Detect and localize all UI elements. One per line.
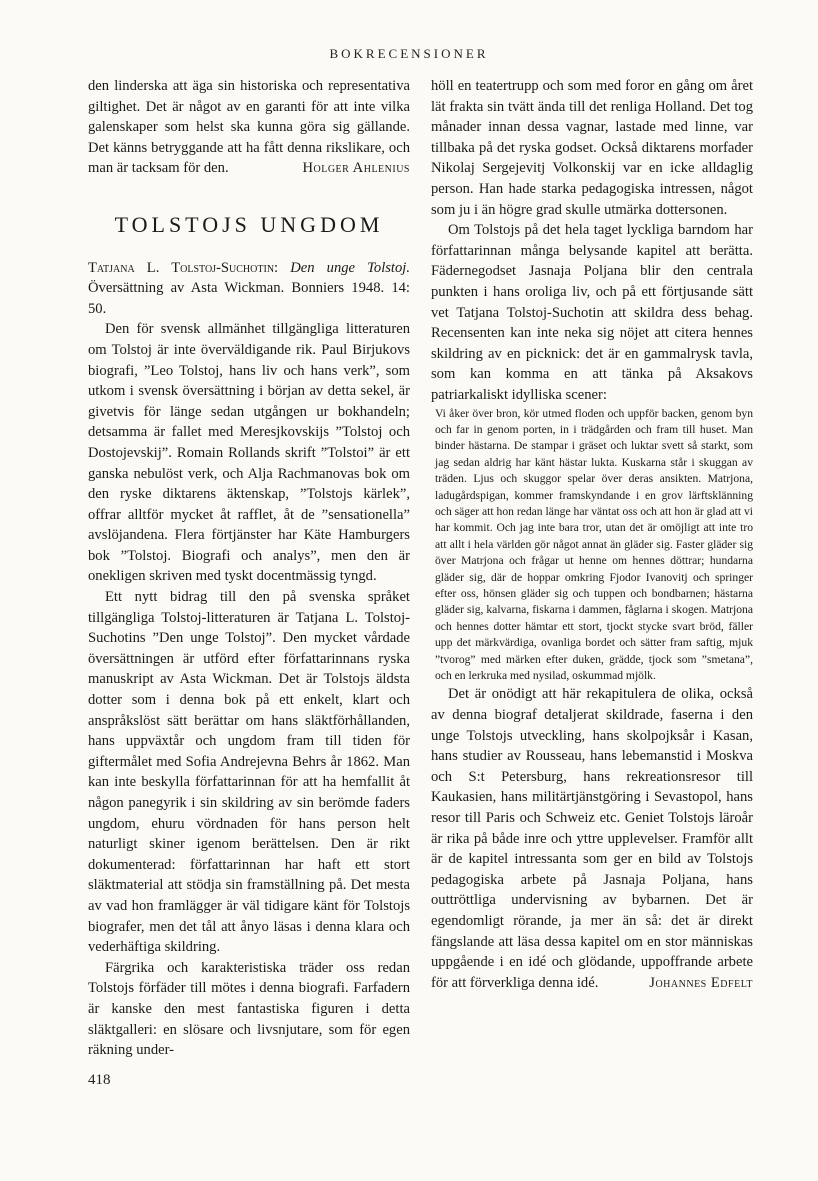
paragraph: Ett nytt bidrag till den på svenska språket tillgängliga Tolstoj-litteraturen är Tatjana L. Tolstoj-Suchotins ”Den unge Tolstoj”. Den mycket vårdade översättningen är utförd efter författarinnans ryska manuskript av Asta Wickman. Det är Tolstojs äldsta dotter som i denna bok på ett enkelt, klart och anspråkslöst sätt berättar om hans släktförhållanden, hans uppväxtår och ungdom fram till tiden för giftermålet med Sofia Andrejevna Behrs år 1862. Man kan inte beskylla författarinnan för att ha hemfallit åt någon panegyrik i sin skildring av sin berömde faders ungdom, ehuru vördnaden för hans person helt naturligt skiner igenom berättelsen. Den är rikt dokumenterad: författarinnan har haft ett stort släktmaterial att stödja sin framställning på. Det mesta av vad hon framlägger är väl tidigare känt för Tolstojs biografer, men det tål att ånyo läsas i denna klara och vederhäftiga skildring. (88, 589, 410, 956)
paragraph: Den för svensk allmänhet tillgängliga litteraturen om Tolstoj är inte överväldigande rik. Paul Birjukovs biografi, ”Leo Tolstoj, hans liv och hans verk”, som utkom i svensk översättning i början av detta sekel, är givetvis för länge sedan utgången ur bokhandeln; detsamma är fallet med Meresjkovskijs ”Tolstoj och Dostojevskij”. Romain Rollands skrift ”Tolstoi” är ett ganska nebulöst verk, och Alja Rachmanovas bok om den ryske diktarens äktenskap, ”Tolstojs kärlek”, offrar alltför mycket åt rafflet, åt de ”sensationella” avslöjandena. Flera förtjänster har Käte Hamburgers bok ”Tolstoj. Biografi och analys”, men den är onekligen skriven med tyskt docentmässig tyngd. (88, 321, 410, 585)
review-heading: TOLSTOJS UNGDOM (114, 211, 384, 237)
paragraph (431, 684, 753, 993)
book-details: Översättning av Asta Wickman. Bonniers 1948. 14: 50. (88, 280, 410, 317)
running-header: BOKRECENSIONER (329, 46, 489, 61)
previous-review-text: den linderska att äga sin historiska och representativa giltighet. Det är något av en garanti för att inte vilka galenskaper som helst ska kunna göra sig gällande. Det känns betryggande att ha fått denna rikslikare, och man är tacksam för den. (88, 78, 410, 177)
paragraph: Om Tolstojs på det hela taget lyckliga barndom har författarinnan många belysande kapitel att berätta. Fädernegodset Jasnaja Poljana blir den centrala punkten i hans oroliga liv, och på ett förtjusande sätt vet Tatjana Tolstoj-Suchotin att skildra dess behag. Recensenten kan inte neka sig nöjet att citera hennes skildring av en picknick: det är en gammalrysk tavla, som kan komma en att tänka på Aksakovs patriarkaliskt idylliska scener: (431, 222, 753, 403)
right-column (431, 76, 753, 993)
page-number: 418 (88, 1072, 111, 1088)
previous-review-ending (88, 76, 410, 179)
previous-review-signature: Holger Ahlenius (302, 160, 410, 177)
paragraph-text: Det är onödigt att här rekapitulera de olika, också av denna biograf detaljerat skildrade, faserna i den unge Tolstojs utveckling, hans skolpojksår i Kasan, hans studier av Rousseau, hans lebemanstid i Moskva och S:t Petersburg, hans rekreationsresor till Kaukasien, hans militärtjänstgöring i Sevastopol, hans resor till Paris och Schweiz etc. Geniet Tolstojs läroår är rika på både inre och yttre upplevelser. Framför allt är de kapitel intressanta som ger en bild av Tolstojs pedagogiska arbete på Jasnaja Poljana, hans outtröttliga undervisning av bybarnen. Det är egendomligt rörande, ja mer än så: det är direkt fängslande att läsa dessa kapitel om en stor människas uppgående i en idé och glödande, uppoffrande arbete för att förverkliga denna idé. (431, 686, 753, 991)
bibliographic-entry (88, 258, 410, 320)
paragraph: höll en teatertrupp och som med foror en gång om året lät frakta sin tvätt ända till det renliga Holland. Det tog månader innan dessa vagnar, lastade med linne, var tillbaka på det ryska godset. Också diktarens morfader Nikolaj Sergejevitj Volkonskij var en icke alldaglig person. Han hade starka pedagogiska intressen, något som ju i än högre grad skulle utmärka dottersonen. (431, 78, 753, 218)
book-title: Den unge Tolstoj. (290, 259, 410, 276)
block-quote: Vi åker över bron, kör utmed floden och uppför backen, genom byn och far in genom porten, in i trädgården och fram till huset. Man binder hästarna. De stampar i gräset och luktar svett så starkt, som jag sedan aldrig har känt hästar lukta. Kuskarna står i skuggan av träden. Ljus och skuggor spelar över deras ansikten. Matrjona, ladugårdspigan, kommer framskyndande i en grov lärftsklänning och säger att hon redan länge har väntat oss och att hon är glad att vi har kommit. Och jag inte bara tror, utan det är omöjligt att inte tro att allt i hela världen gör något annat än gläder sig. Faster gläder sig över Matrjona och frågar ut henne om hennes döttrar; hundarna gläder sig, där de hoppar omkring Fjodor Ivanovitj och springer efter oss, hönsen gläder sig och tuppen och bondbarnen; hästarna gläder sig, kalvarna, fiskarna i dammen, fåglarna i skogen. Matrjona och hennes dotter hämtar ett stort, tjockt stycke svart bröd, fäller upp det märkvärdiga, ovanliga bordet och sätter fram saftig, mjuk ”tvorog” med märken efter duken, grädde, tjock som ”smetana”, och en lerkruka med nysilad, oskummad mjölk. (435, 406, 753, 682)
book-author: Tatjana L. Tolstoj-Suchotin: (88, 259, 279, 276)
left-column (88, 76, 410, 1061)
review-signature: Johannes Edfelt (649, 974, 753, 991)
paragraph: Färgrika och karakteristiska träder oss redan Tolstojs förfäder till mötes i denna biografi. Farfadern är kanske den mest fantastiska figuren i detta släktgalleri: en slösare och livsnjutare, som för egen räkning under- (88, 959, 410, 1059)
